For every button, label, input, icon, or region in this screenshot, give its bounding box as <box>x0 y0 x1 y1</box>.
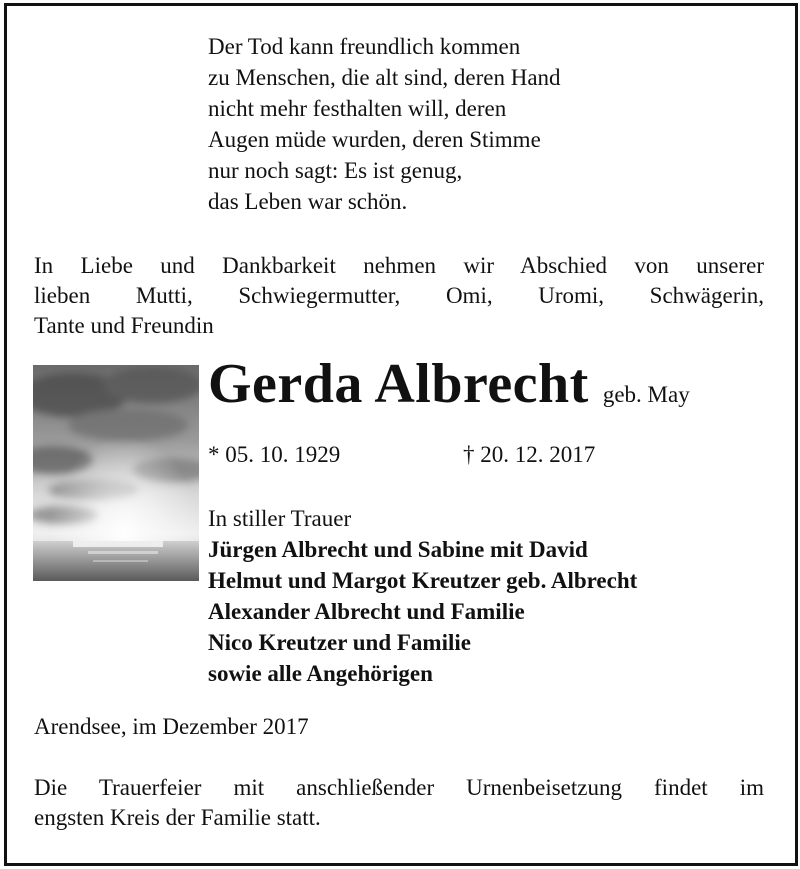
place-date: Arendsee, im Dezember 2017 <box>34 714 309 739</box>
deceased-name-row <box>208 352 690 416</box>
closing-line: engsten Kreis der Familie statt. <box>34 805 321 830</box>
maiden-name: geb. May <box>602 382 690 407</box>
mourner-line: Helmut und Margot Kreutzer geb. Albrecht <box>208 568 638 593</box>
deceased-name: Gerda Albrecht <box>208 353 589 415</box>
poem-line: nur noch sagt: Es ist genug, <box>208 158 463 183</box>
mourners-list <box>208 534 637 689</box>
closing-line: Die Trauerfeier mit anschließender Urnenbeisetzung findet im <box>34 775 764 800</box>
poem-line: Augen müde wurden, deren Stimme <box>208 127 541 152</box>
poem <box>208 31 561 217</box>
birth-date: * 05. 10. 1929 <box>208 442 341 467</box>
closing-text <box>34 773 764 833</box>
mourner-line: Nico Kreutzer und Familie <box>208 630 471 655</box>
poem-line: das Leben war schön. <box>208 189 408 214</box>
mourner-line: Alexander Albrecht und Familie <box>208 599 525 624</box>
poem-line: zu Menschen, die alt sind, deren Hand <box>208 65 561 90</box>
intro-line: In Liebe und Dankbarkeit nehmen wir Abschied von unserer <box>34 253 764 278</box>
intro-text <box>34 251 764 341</box>
mourner-line: Jürgen Albrecht und Sabine mit David <box>208 537 588 562</box>
death-date: † 20. 12. 2017 <box>463 442 596 467</box>
seascape-photo <box>33 365 199 581</box>
mourning-heading: In stiller Trauer <box>208 506 352 531</box>
mourner-line: sowie alle Angehörigen <box>208 661 433 686</box>
poem-line: Der Tod kann freundlich kommen <box>208 34 521 59</box>
poem-line: nicht mehr festhalten will, deren <box>208 96 507 121</box>
intro-line: Tante und Freundin <box>34 313 214 338</box>
intro-line: lieben Mutti, Schwiegermutter, Omi, Uromi, Schwägerin, <box>34 283 764 308</box>
